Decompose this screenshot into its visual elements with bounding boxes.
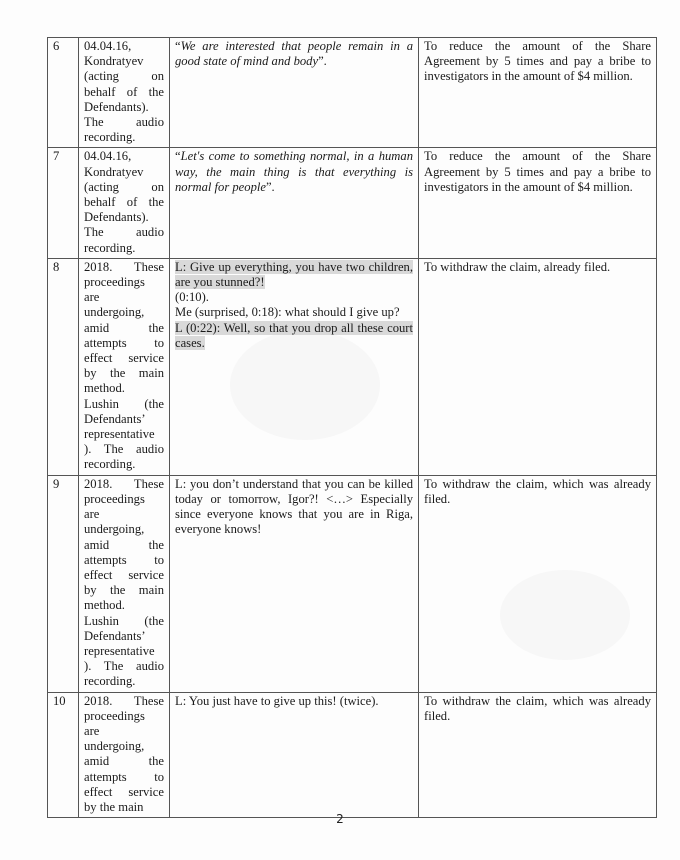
date-source-line: undergoing, [84,739,145,754]
date-source-line: undergoing, [84,305,145,320]
date-source-line: Defendants’ [84,411,146,426]
date-source-line: undergoing, [84,522,145,537]
date-source-line: effect service [84,784,164,799]
purpose-cell: To reduce the amount of the Share Agreement by 5 times and pay a bribe to investigators in the amount of $4 million. [419,38,657,148]
date-source-line: Lushin (the [84,396,164,411]
date-source-line: by the main [84,366,164,381]
quote-text: L (0:22): Well, so that you drop all these court cases. [175,320,413,350]
date-source-cell [79,692,170,818]
date-source-line: proceedings [84,491,145,506]
date-source-line: method. [84,598,125,613]
date-source-line: The audio [84,115,164,130]
purpose-cell: To withdraw the claim, already filed. [419,258,657,475]
purpose-cell: To withdraw the claim, which was already filed. [419,692,657,818]
date-source-line: recording. [84,240,136,255]
table-row [48,258,657,475]
quote-text: ”. [265,179,275,194]
date-source-line: method. [84,381,125,396]
date-source-line: Defendants’ [84,628,146,643]
quote-text: Me (surprised, 0:18): what should I give up? [175,305,400,320]
date-source-line: are [84,290,100,305]
quote-cell [170,692,419,818]
date-source-cell [79,258,170,475]
quote-text: L: you don’t understand that you can be killed today or tomorrow, Igor?! <…> Especially since everyone knows that you are in Riga, everyone knows! [175,476,413,537]
row-number: 10 [48,692,79,818]
quote-cell [170,38,419,148]
quote-text: “ [175,39,181,53]
quote-text: “ [175,149,181,164]
date-source-line: 04.04.16, [84,39,132,53]
purpose-cell: To reduce the amount of the Share Agreement by 5 times and pay a bribe to investigators in the amount of $4 million. [419,148,657,258]
quote-cell [170,148,419,258]
date-source-line: 2018. These [84,259,164,274]
quote-text: We are interested that people remain in a good state of mind and body [175,39,413,69]
date-source-line: (acting on [84,179,164,194]
date-source-line: ). The audio [84,659,164,674]
row-number: 7 [48,148,79,258]
quote-cell [170,258,419,475]
date-source-line: behalf of the [84,195,164,210]
table-row [48,38,657,148]
date-source-line: effect service [84,567,164,582]
date-source-line: proceedings [84,708,145,723]
date-source-line: Lushin (the [84,613,164,628]
date-source-line: 04.04.16, [84,149,132,164]
date-source-line: Defendants). [84,99,149,114]
page-number: 2 [336,812,344,826]
date-source-line: amid the [84,754,164,769]
date-source-line: Kondratyev [84,164,144,179]
date-source-line: amid the [84,320,164,335]
date-source-line: attempts to [84,769,164,784]
date-source-line: Defendants). [84,210,149,225]
row-number: 9 [48,475,79,692]
quote-text: Let's come to something normal, in a human way, the main thing is that everything is normal for people [175,149,413,194]
date-source-cell [79,475,170,692]
date-source-line: are [84,723,100,738]
date-source-line: representative [84,643,155,658]
quote-text: L: You just have to give up this! (twice). [175,693,379,708]
date-source-cell [79,38,170,148]
date-source-line: (acting on [84,69,164,84]
date-source-line: amid the [84,537,164,552]
date-source-cell [79,148,170,258]
date-source-line: by the main [84,799,144,814]
date-source-line: are [84,507,100,522]
date-source-line: The audio [84,225,164,240]
date-source-line: ). The audio [84,442,164,457]
date-source-line: 2018. These [84,476,164,491]
table-row [48,475,657,692]
evidence-table [47,37,657,818]
purpose-cell: To withdraw the claim, which was already filed. [419,475,657,692]
date-source-line: representative [84,427,155,442]
table-row [48,692,657,818]
date-source-line: Kondratyev [84,54,144,69]
quote-text: ”. [318,54,327,69]
quote-text: L: Give up everything, you have two children, are you stunned?! [175,259,413,290]
row-number: 6 [48,38,79,148]
date-source-line: proceedings [84,275,145,290]
date-source-line: recording. [84,130,136,145]
date-source-line: recording. [84,457,136,472]
quote-text: (0:10). [175,290,209,305]
date-source-line: attempts to [84,335,164,350]
date-source-line: recording. [84,674,136,689]
quote-cell [170,475,419,692]
date-source-line: behalf of the [84,84,164,99]
table-row [48,148,657,258]
date-source-line: effect service [84,351,164,366]
date-source-line: attempts to [84,552,164,567]
date-source-line: by the main [84,583,164,598]
row-number: 8 [48,258,79,475]
date-source-line: 2018. These [84,693,164,708]
